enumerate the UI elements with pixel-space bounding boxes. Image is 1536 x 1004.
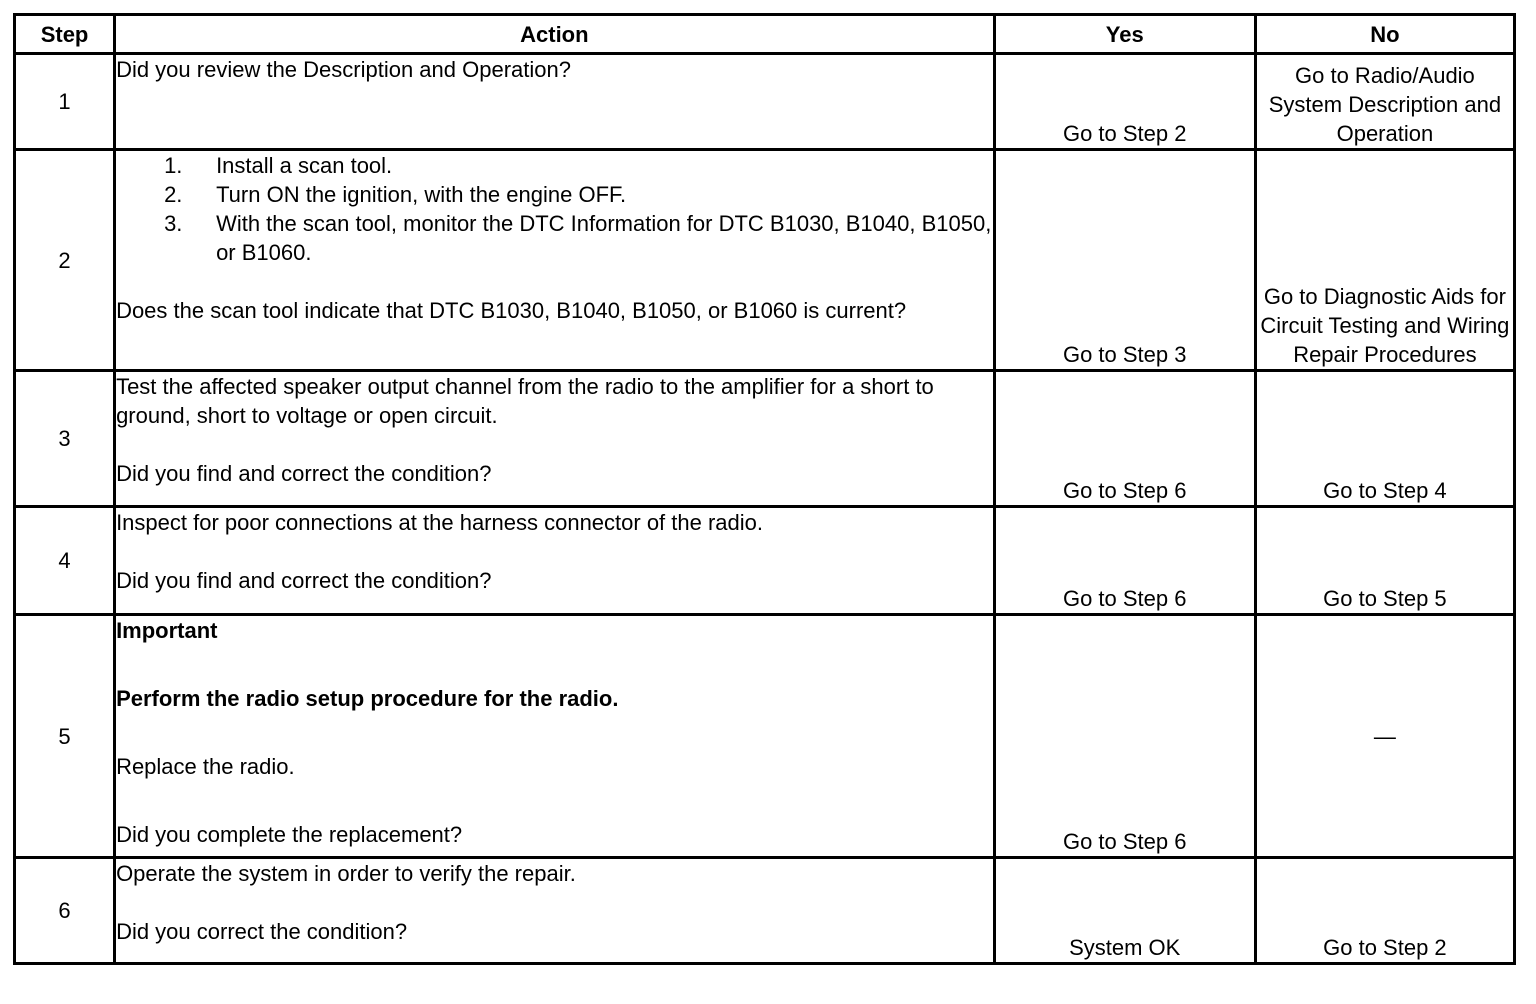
action-cell [115, 371, 995, 507]
action-cell [115, 150, 995, 371]
no-cell: Go to Step 4 [1255, 371, 1514, 507]
no-cell: Go to Step 2 [1255, 858, 1514, 964]
step-number: 4 [15, 507, 115, 615]
step-number: 2 [15, 150, 115, 371]
action-question: Does the scan tool indicate that DTC B1030, B1040, B1050, or B1060 is current? [116, 298, 907, 323]
yes-cell: Go to Step 6 [994, 615, 1255, 858]
action-question: Did you correct the condition? [116, 919, 408, 944]
action-instruction: Replace the radio. [116, 754, 295, 779]
list-item [164, 209, 993, 267]
action-cell [115, 54, 995, 150]
table-row [15, 150, 1515, 371]
yes-cell: Go to Step 6 [994, 371, 1255, 507]
action-question: Did you complete the replacement? [116, 822, 463, 847]
table-row [15, 371, 1515, 507]
action-cell [115, 858, 995, 964]
action-question: Did you review the Description and Operation? [116, 57, 571, 82]
yes-cell: Go to Step 3 [994, 150, 1255, 371]
important-text: Perform the radio setup procedure for the radio. [116, 686, 619, 711]
no-cell: — [1255, 615, 1514, 858]
header-no: No [1255, 15, 1514, 54]
list-item-text: Turn ON the ignition, with the engine OFF. [216, 182, 627, 207]
list-item-text: Install a scan tool. [216, 153, 393, 178]
procedure-list [164, 151, 993, 267]
list-item-number: 1. [164, 153, 183, 178]
action-cell [115, 615, 995, 858]
diagnostic-table [13, 13, 1516, 965]
table-row [15, 54, 1515, 150]
action-instruction: Operate the system in order to verify the repair. [116, 861, 576, 886]
yes-cell: Go to Step 2 [994, 54, 1255, 150]
header-step: Step [15, 15, 115, 54]
action-instruction: Inspect for poor connections at the harness connector of the radio. [116, 510, 764, 535]
list-item-number: 2. [164, 182, 183, 207]
action-cell [115, 507, 995, 615]
important-label: Important [116, 618, 218, 643]
step-number: 1 [15, 54, 115, 150]
step-number: 6 [15, 858, 115, 964]
no-cell: Go to Diagnostic Aids for Circuit Testing and Wiring Repair Procedures [1255, 150, 1514, 371]
list-item [164, 180, 993, 209]
table-header-row [15, 15, 1515, 54]
diagnostic-table-container [13, 13, 1516, 965]
header-action: Action [115, 15, 995, 54]
table-row [15, 507, 1515, 615]
yes-cell: System OK [994, 858, 1255, 964]
no-cell: Go to Radio/Audio System Description and Operation [1255, 54, 1514, 150]
action-instruction: Test the affected speaker output channel from the radio to the amplifier for a short to ground, short to voltage or open circuit. [116, 374, 934, 428]
action-question: Did you find and correct the condition? [116, 461, 492, 486]
list-item-number: 3. [164, 211, 183, 236]
list-item-text: With the scan tool, monitor the DTC Information for DTC B1030, B1040, B1050, or B1060. [216, 211, 992, 265]
list-item [164, 151, 993, 180]
no-cell: Go to Step 5 [1255, 507, 1514, 615]
step-number: 5 [15, 615, 115, 858]
step-number: 3 [15, 371, 115, 507]
yes-cell: Go to Step 6 [994, 507, 1255, 615]
header-yes: Yes [994, 15, 1255, 54]
table-row [15, 858, 1515, 964]
action-question: Did you find and correct the condition? [116, 568, 492, 593]
table-row [15, 615, 1515, 858]
